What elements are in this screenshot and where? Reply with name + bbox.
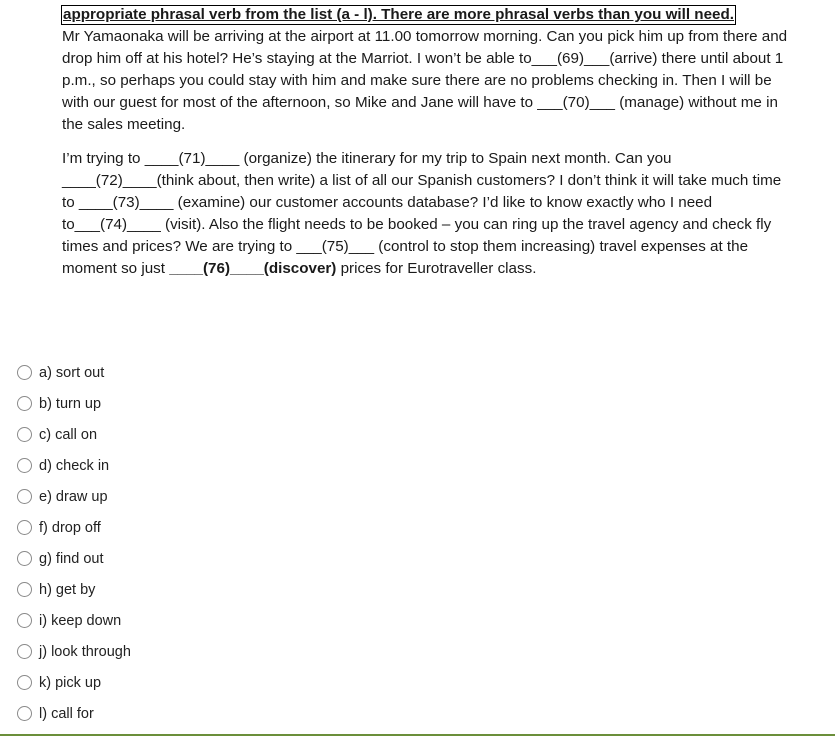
- paragraph-1-line: Mr Yamaonaka will be arriving at the airport at 11.00 tomorrow morning. Can you pick him up from there and: [62, 28, 788, 45]
- radio-button[interactable]: [17, 675, 32, 690]
- paragraph-2-line: times and prices? We are trying to ___(75)___ (control to stop them increasing) travel expenses at the: [62, 238, 749, 255]
- option-d[interactable]: [17, 450, 131, 481]
- option-label: i) keep down: [39, 612, 122, 629]
- paragraph-2-line: I’m trying to ____(71)____ (organize) the itinerary for my trip to Spain next month. Can you: [62, 150, 672, 167]
- option-label: h) get by: [39, 581, 96, 598]
- radio-button[interactable]: [17, 582, 32, 597]
- option-h[interactable]: [17, 574, 131, 605]
- paragraph-2-line: ____(72)____(think about, then write) a list of all our Spanish customers? I don’t think it will take much time: [62, 172, 782, 189]
- option-k[interactable]: [17, 667, 131, 698]
- radio-button[interactable]: [17, 613, 32, 628]
- paragraph-2-line-prefix: moment so just: [62, 260, 170, 277]
- option-label: j) look through: [39, 643, 131, 660]
- paragraph-1-line: p.m., so perhaps you could stay with him and make sure there are no problems checking in. Then I will be: [62, 72, 772, 89]
- option-a[interactable]: [17, 357, 131, 388]
- option-e[interactable]: [17, 481, 131, 512]
- option-f[interactable]: [17, 512, 131, 543]
- paragraph-1-line: the sales meeting.: [62, 116, 186, 133]
- radio-button[interactable]: [17, 551, 32, 566]
- option-label: l) call for: [39, 705, 94, 722]
- radio-button[interactable]: [17, 427, 32, 442]
- option-label: k) pick up: [39, 674, 102, 691]
- answer-options: [17, 357, 131, 729]
- radio-button[interactable]: [17, 520, 32, 535]
- paragraph-1-line: drop him off at his hotel? He’s staying at the Marriot. I won’t be able to___(69)___(arrive) there until about 1: [62, 50, 784, 67]
- radio-button[interactable]: [17, 489, 32, 504]
- paragraph-2-line: to ____(73)____ (examine) our customer accounts database? I’d like to know exactly who I need: [62, 194, 713, 211]
- paragraph-2: [62, 148, 822, 280]
- option-g[interactable]: [17, 543, 131, 574]
- radio-button[interactable]: [17, 365, 32, 380]
- option-label: e) draw up: [39, 488, 108, 505]
- option-i[interactable]: [17, 605, 131, 636]
- option-label: b) turn up: [39, 395, 102, 412]
- paragraph-1: [62, 26, 822, 136]
- radio-button[interactable]: [17, 458, 32, 473]
- option-c[interactable]: [17, 419, 131, 450]
- paragraph-2-line: to___(74)____ (visit). Also the flight needs to be booked – you can ring up the travel agency and check fly: [62, 216, 772, 233]
- passage: [62, 4, 822, 280]
- option-label: d) check in: [39, 457, 110, 474]
- radio-button[interactable]: [17, 396, 32, 411]
- instruction-text: appropriate phrasal verb from the list (a - l). There are more phrasal verbs than you will need.: [63, 6, 734, 23]
- radio-button[interactable]: [17, 644, 32, 659]
- option-j[interactable]: [17, 636, 131, 667]
- option-label: a) sort out: [39, 364, 105, 381]
- option-l[interactable]: [17, 698, 131, 729]
- paragraph-2-line-suffix: prices for Eurotraveller class.: [336, 260, 537, 277]
- option-label: g) find out: [39, 550, 104, 567]
- question-76-blank: ____(76)____(discover): [169, 260, 337, 277]
- option-label: f) drop off: [39, 519, 101, 536]
- paragraph-1-line: with our guest for most of the afternoon, so Mike and Jane will have to ___(70)___ (manage) without me in: [62, 94, 778, 111]
- instruction-line: [62, 4, 822, 26]
- option-label: c) call on: [39, 426, 98, 443]
- option-b[interactable]: [17, 388, 131, 419]
- radio-button[interactable]: [17, 706, 32, 721]
